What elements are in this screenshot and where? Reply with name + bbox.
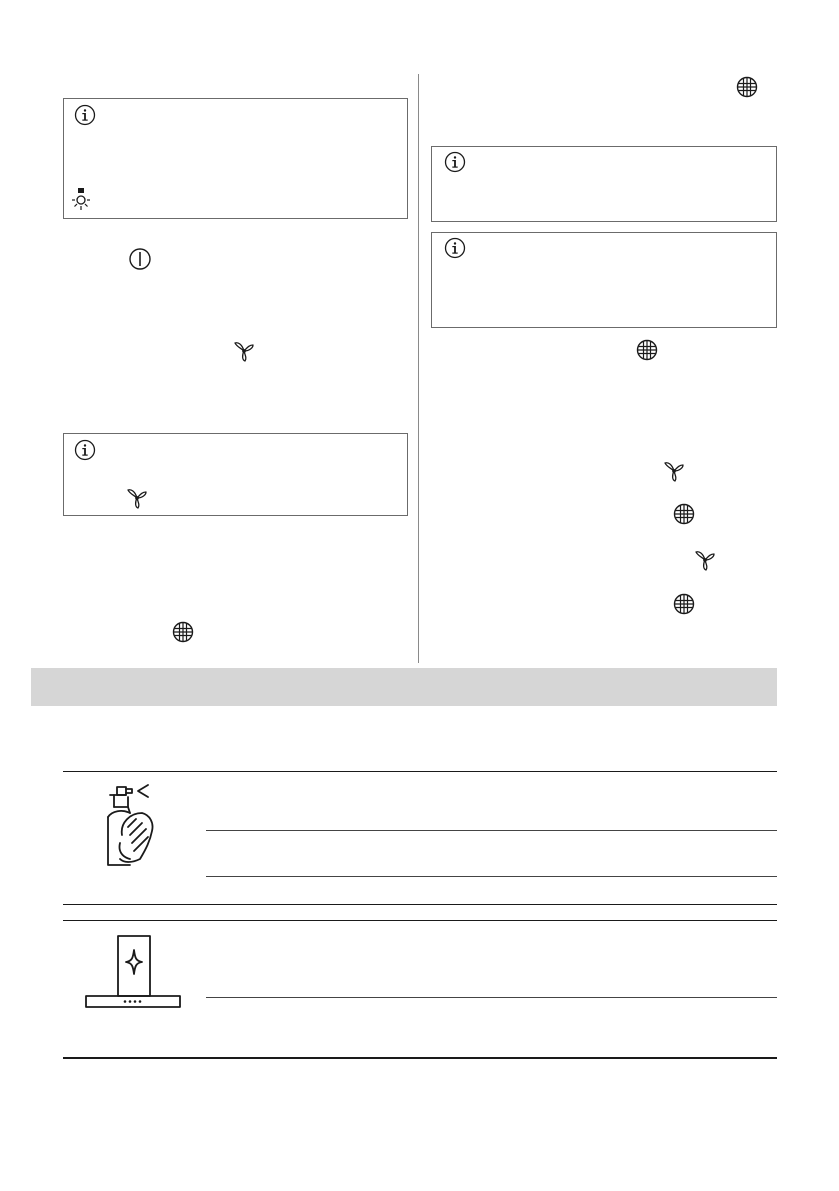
table-group-divider [63,920,777,921]
table-row-divider [206,830,777,831]
grease-filter-icon [172,621,194,643]
table-group-divider [63,904,777,905]
info-circle-icon [444,237,466,259]
fan-icon [663,459,685,483]
table-bottom-rule [63,1057,777,1059]
grease-filter-icon [736,76,758,98]
info-circle-icon [74,439,96,461]
info-circle-icon [444,151,466,173]
info-box-lighting [63,98,408,219]
column-divider [418,74,419,663]
grease-filter-icon [673,593,695,615]
lamp-icon [70,187,92,211]
info-box-filter-2 [431,232,777,328]
power-icon [128,247,152,271]
table-top-rule [63,771,777,772]
grease-filter-icon [673,503,695,525]
fan-icon [694,548,716,572]
table-row-divider [206,997,777,998]
fan-icon [233,339,255,363]
spray-cloth-icon [100,783,160,867]
grease-filter-icon [636,339,658,361]
section-header-bar [31,668,777,706]
fan-icon [126,486,148,510]
info-circle-icon [74,104,96,126]
cooker-hood-icon [84,934,182,1010]
info-box-filter-1 [431,146,777,222]
table-row-divider [206,876,777,877]
info-box-fan [63,433,408,516]
